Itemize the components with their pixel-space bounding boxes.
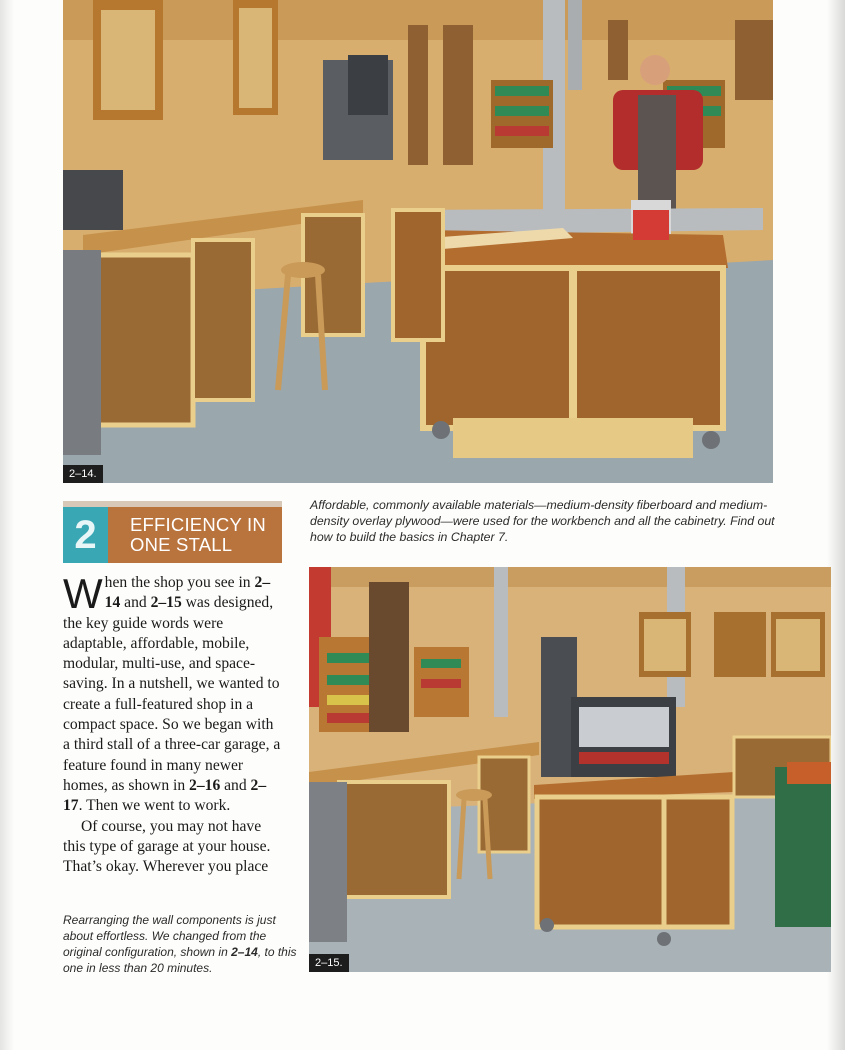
section-number: 2 <box>63 507 108 563</box>
section-title-line2: ONE STALL <box>130 534 233 555</box>
section-title <box>108 507 282 563</box>
figure-label-2-15: 2–15. <box>309 954 349 972</box>
body-text-run: . Then we went to work. <box>78 797 231 815</box>
body-paragraph-1 <box>63 570 283 817</box>
figure-ref-2-16: 2–16 <box>189 776 221 794</box>
body-text-run: and <box>120 594 151 612</box>
section-header <box>63 501 282 563</box>
workshop-illustration-bottom <box>309 567 831 972</box>
caption-figure-ref-2-14: 2–14 <box>231 945 258 959</box>
body-text-run: and <box>220 776 251 794</box>
section-title-line1: EFFICIENCY IN <box>130 514 266 535</box>
figure-ref-2-15: 2–15 <box>150 594 182 612</box>
caption-figure-2-15 <box>63 912 298 976</box>
caption-text-run: Rearranging the wall components is just about effortless. We changed from the original configuration, shown in <box>63 913 276 959</box>
body-text-run: hen the shop you see in <box>104 574 255 591</box>
workshop-photo-2-14 <box>63 0 773 483</box>
caption-text-run: , to this one in less than 20 minutes. <box>63 945 297 975</box>
caption-figure-2-14: Affordable, commonly available materials—medium-density fiberboard and medium-density overlay plywood—were used for the workbench and all the cabinetry. Find out how to build the basics in Chapter 7. <box>310 498 775 544</box>
workshop-illustration-top <box>63 0 773 483</box>
body-paragraph-2: Of course, you may not have this type of garage at your house. That’s okay. Wherever you place <box>63 817 271 876</box>
body-text-run: was designed, the key guide words were adaptable, affordable, mobile, modular, multi-use, and space-saving. In a nutshell, we wanted to create a full-featured shop in a compact space. So we began with a third stall of a three-car garage, a feature found in many newer homes, as shown in <box>63 594 281 794</box>
figure-ref-2-14: 2–14 <box>104 574 271 612</box>
figure-label-2-14: 2–14. <box>63 465 103 483</box>
workshop-photo-2-15 <box>309 567 831 972</box>
drop-cap: W <box>63 570 103 617</box>
page-edge-left <box>0 0 14 1050</box>
figure-ref-2-17: 2–17 <box>63 776 267 815</box>
body-text <box>63 570 283 877</box>
